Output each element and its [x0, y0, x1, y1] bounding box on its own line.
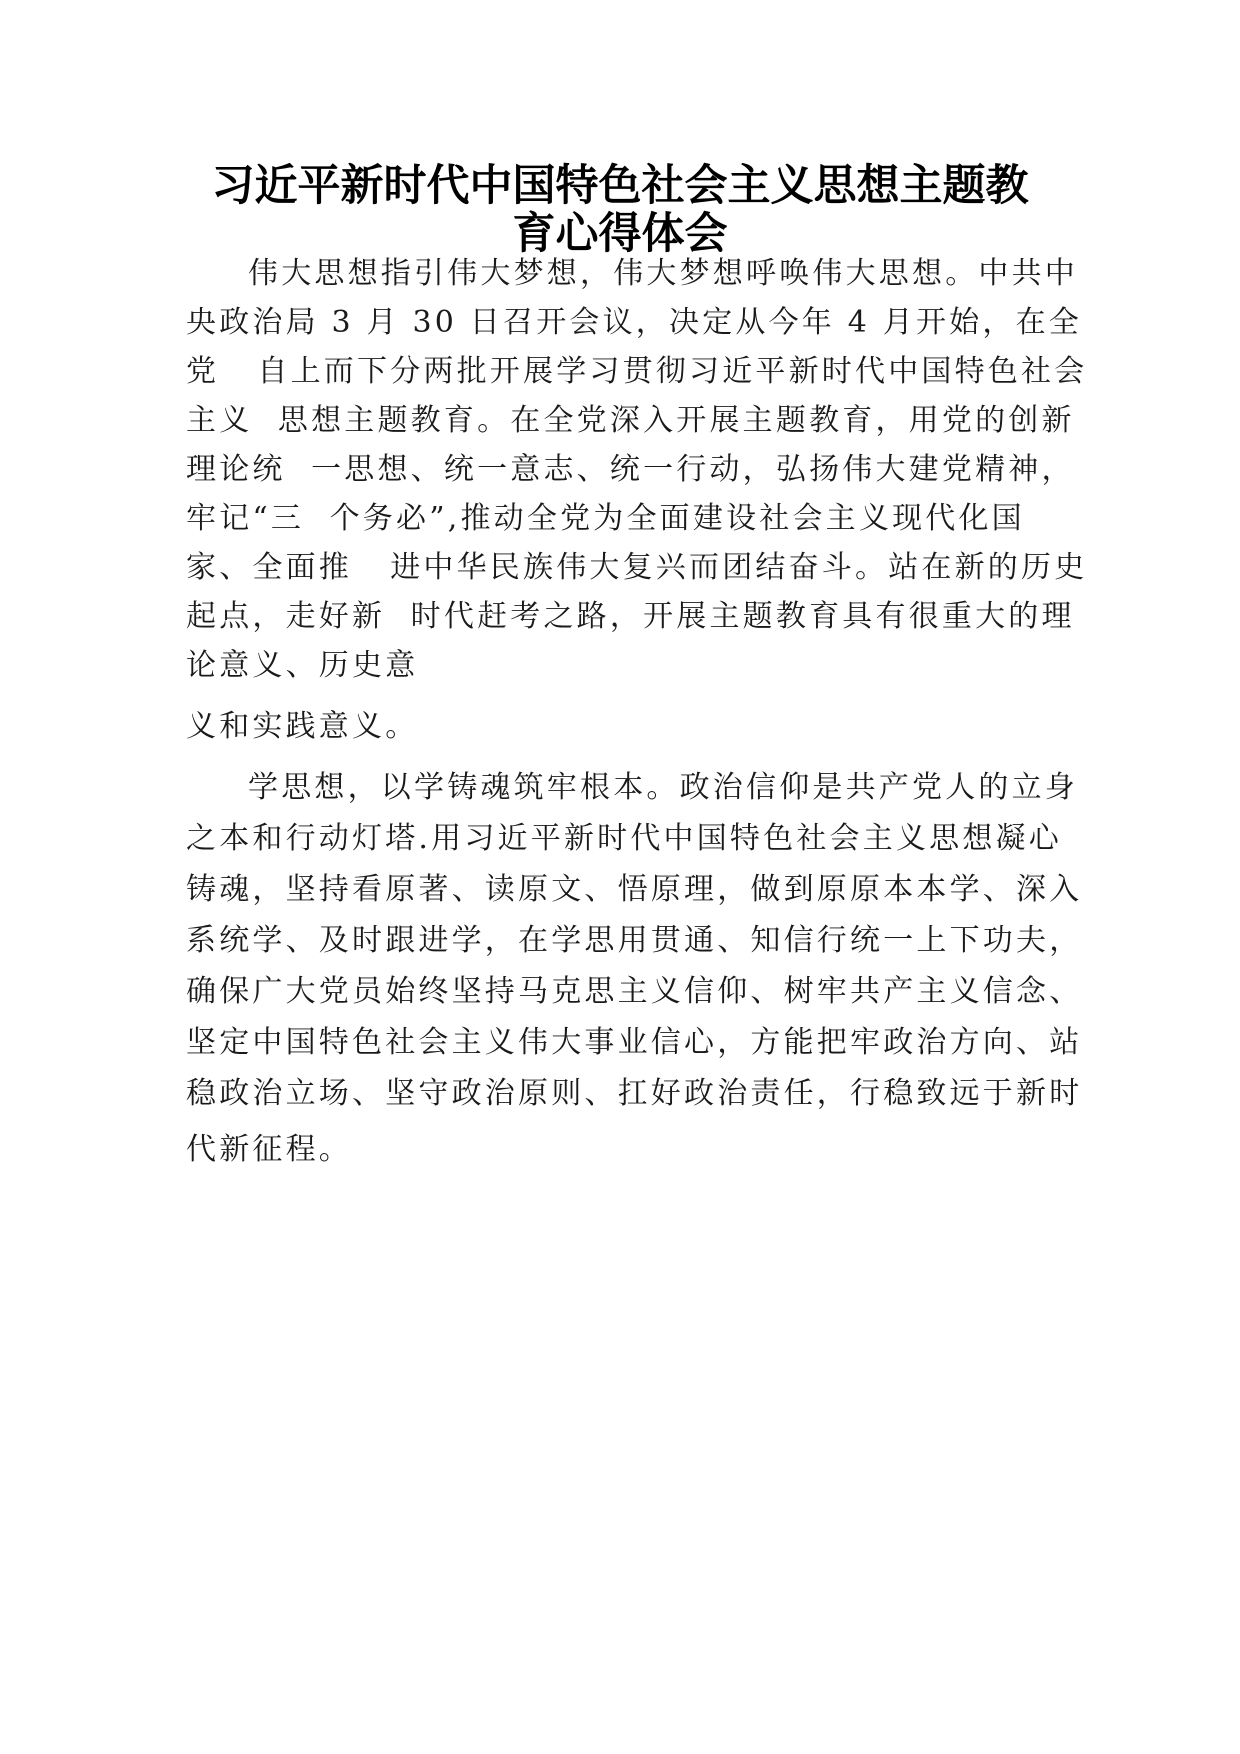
paragraph-2-line-8: 代新征程。 — [186, 1132, 352, 1167]
title-line-1: 习近平新时代中国特色社会主义思想主题教 — [211, 161, 1029, 211]
paragraph-1-line-2: 央政治局 3 月 30 日召开会议，决定从今年 4 月开始，在全 — [186, 305, 1082, 340]
paragraph-2-line-7: 稳政治立场、坚守政治原则、扛好政治责任，行稳致远于新时 — [186, 1076, 1083, 1111]
paragraph-2-line-5: 确保广大党员始终坚持马克思主义信仰、树牢共产主义信念、 — [186, 974, 1083, 1009]
paragraph-1-line-1: 伟大思想指引伟大梦想，伟大梦想呼唤伟大思想。中共中 — [248, 256, 1078, 291]
title-line-2: 育心得体会 — [512, 209, 728, 259]
paragraph-2-line-3: 铸魂，坚持看原著、读原文、悟原理，做到原原本本学、深入 — [186, 872, 1083, 907]
paragraph-1-line-6: 牢记“三 个务必”,推动全党为全面建设社会主义现代化国 — [186, 501, 1025, 536]
paragraph-2-line-4: 系统学、及时跟进学，在学思用贯通、知信行统一上下功夫， — [186, 923, 1083, 958]
paragraph-1-line-8: 起点，走好新 时代赶考之路，开展主题教育具有很重大的理 — [186, 599, 1075, 634]
paragraph-2-line-6: 坚定中国特色社会主义伟大事业信心，方能把牢政治方向、站 — [186, 1025, 1083, 1060]
paragraph-2-line-1: 学思想，以学铸魂筑牢根本。政治信仰是共产党人的立身 — [248, 770, 1078, 805]
paragraph-1-continuation: 义和实践意义。 — [186, 709, 419, 744]
document-title — [160, 162, 1080, 258]
paragraph-1-line-9: 论意义、历史意 — [186, 648, 419, 683]
paragraph-1-line-3: 党 自上而下分两批开展学习贯彻习近平新时代中国特色社会 — [186, 354, 1088, 389]
paragraph-1-line-4: 主义 思想主题教育。在全党深入开展主题教育，用党的创新 — [186, 403, 1075, 438]
paragraph-1-line-7: 家、全面推 进中华民族伟大复兴而团结奋斗。站在新的历史 — [186, 550, 1088, 585]
paragraph-1-line-5: 理论统 一思想、统一意志、统一行动，弘扬伟大建党精神， — [186, 452, 1075, 487]
paragraph-2-line-2: 之本和行动灯塔.用习近平新时代中国特色社会主义思想凝心 — [186, 821, 1062, 856]
